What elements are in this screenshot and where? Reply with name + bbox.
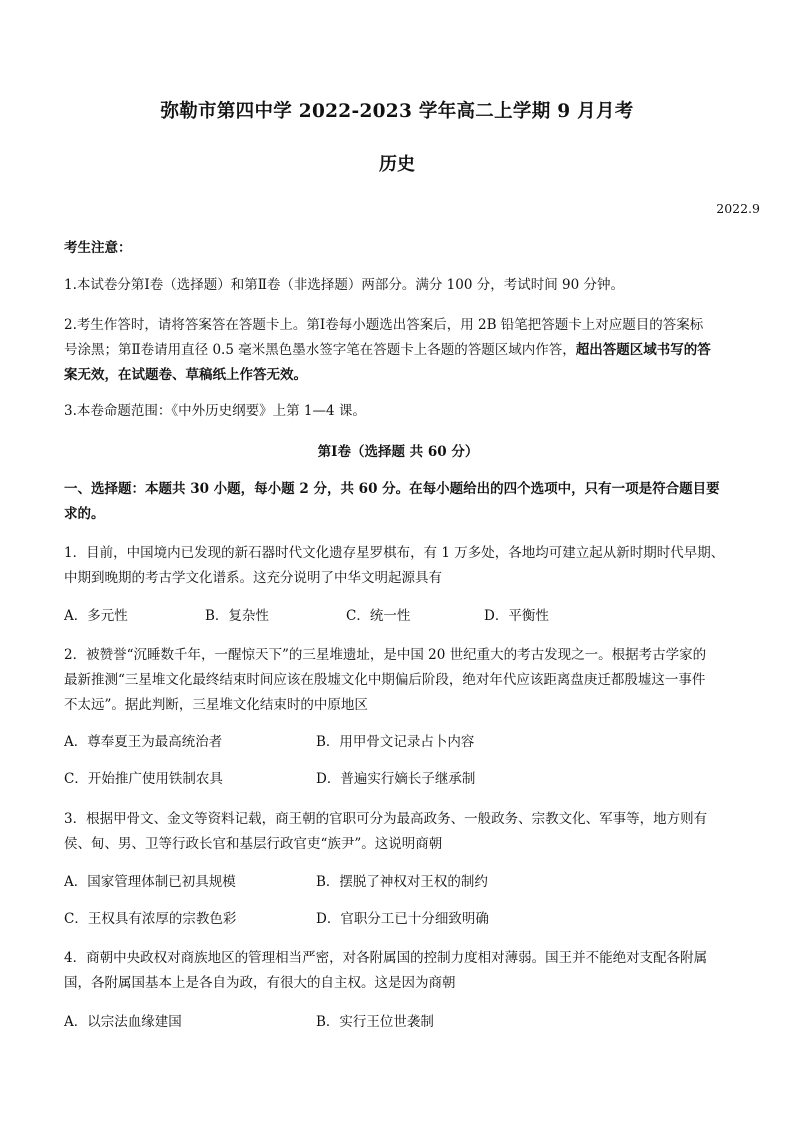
notice-item-2-line-3: 案无效，在试题卷、草稿纸上作答无效。	[64, 367, 307, 383]
option-c[interactable]: C．开始推广使用铁制农具	[64, 771, 223, 787]
option-c[interactable]: C．王权具有浓厚的宗教色彩	[64, 911, 237, 927]
exam-date: 2022.9	[716, 201, 760, 216]
option-d[interactable]: D．平衡性	[484, 608, 549, 624]
exam-subject: 历史	[379, 154, 415, 175]
question-stem-line: 侯、甸、男、卫等行政长官和基层行政官吏“族尹”。这说明商朝	[64, 836, 443, 852]
option-a[interactable]: A．多元性	[64, 608, 128, 624]
option-a[interactable]: A．国家管理体制已初具规模	[64, 874, 236, 890]
option-b[interactable]: B．实行王位世袭制	[316, 1014, 434, 1030]
option-b[interactable]: B．用甲骨文记录占卜内容	[316, 734, 475, 750]
option-a[interactable]: A．尊奉夏王为最高统治者	[64, 734, 223, 750]
notice-item-2-text: 号涂黑；第Ⅱ卷请用直径 0.5 毫米黑色墨水签字笔在答题卡上各题的答题区域内作答，	[64, 342, 576, 358]
option-c[interactable]: C．统一性	[346, 608, 411, 624]
option-a[interactable]: A．以宗法血缘建国	[64, 1014, 182, 1030]
question-stem-line: 国，各附属国基本上是各自为政，有很大的自主权。这是因为商朝	[64, 975, 456, 991]
option-b[interactable]: B．摆脱了神权对王权的制约	[316, 874, 488, 890]
section-heading: 第Ⅰ卷（选择题 共 60 分）	[317, 444, 479, 460]
question-stem-line: 最新推测“三星堆文化最终结束时间应该在殷墟文化中期偏后阶段，绝对年代应该距离盘庚迁都殷墟这一事件	[64, 672, 706, 688]
notice-item-2-warning: 超出答题区域书写的答	[575, 342, 711, 358]
question-stem-line: 1．目前，中国境内已发现的新石器时代文化遗存星罗棋布，有 1 万多处，各地均可建立起从新时期时代早期、	[64, 545, 725, 561]
option-d[interactable]: D．官职分工已十分细致明确	[316, 911, 489, 927]
question-stem-line: 不太远”。据此判断，三星堆文化结束时的中原地区	[64, 697, 368, 713]
notice-item-3: 3.本卷命题范围：《中外历史纲要》上第 1—4 课。	[64, 403, 366, 419]
question-stem-line: 2．被赞誉“沉睡数千年，一醒惊天下”的三星堆遗址，是中国 20 世纪重大的考古发现之一。根据考古学家的	[64, 647, 707, 663]
section-instruction-line-1: 一、选择题：本题共 30 小题，每小题 2 分，共 60 分。在每小题给出的四个选项中，只有一项是符合题目要	[64, 481, 720, 497]
exam-title: 弥勒市第四中学 2022-2023 学年高二上学期 9 月月考	[160, 101, 634, 122]
notice-item-2-line-1: 2.考生作答时，请将答案答在答题卡上。第Ⅰ卷每小题选出答案后，用 2B 铅笔把答题卡上对应题目的答案标	[64, 317, 704, 333]
section-instruction-line-2: 求的。	[64, 506, 105, 522]
question-stem-line: 4．商朝中央政权对商族地区的管理相当严密，对各附属国的控制力度相对薄弱。国王并不能绝对支配各附属	[64, 950, 708, 966]
question-stem-line: 中期到晚期的考古学文化谱系。这充分说明了中华文明起源具有	[64, 570, 442, 586]
question-stem-line: 3．根据甲骨文、金文等资料记载，商王朝的官职可分为最高政务、一般政务、宗教文化、军事等，地方则有	[64, 811, 708, 827]
notice-item-1: 1.本试卷分第Ⅰ卷（选择题）和第Ⅱ卷（非选择题）两部分。满分 100 分，考试时间 90 分钟。	[64, 277, 624, 293]
option-d[interactable]: D．普遍实行嫡长子继承制	[316, 771, 476, 787]
notice-heading: 考生注意：	[64, 240, 132, 256]
option-b[interactable]: B．复杂性	[205, 608, 269, 624]
notice-item-2-line-2	[64, 338, 732, 363]
